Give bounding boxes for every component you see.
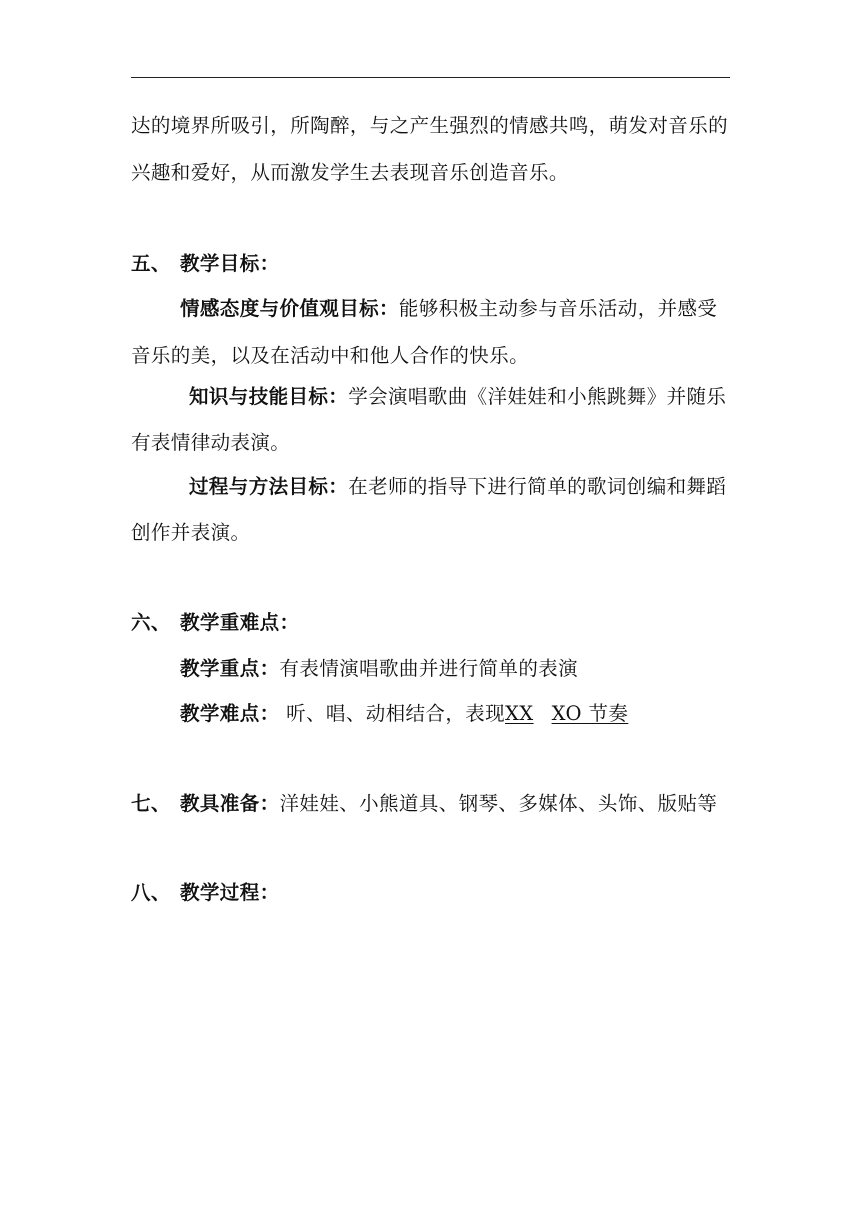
knowledge-goal-label: 知识与技能目标： <box>189 385 349 408</box>
difficult-point-label: 教学难点： <box>180 702 280 725</box>
section-7-text: 洋娃娃、小熊道具、钢琴、多媒体、头饰、版贴等 <box>279 792 718 815</box>
header-rule <box>131 77 730 78</box>
section-6-number: 六、 <box>131 611 171 634</box>
section-5-heading <box>131 251 280 277</box>
section-8-number: 八、 <box>131 881 171 904</box>
key-point-line <box>180 656 578 682</box>
section-6-heading <box>131 610 299 636</box>
process-goal-label: 过程与方法目标： <box>189 475 349 498</box>
section-8-title: 教学过程： <box>180 881 280 904</box>
section-7-title: 教具准备： <box>180 792 280 815</box>
knowledge-goal-line-1 <box>189 384 726 410</box>
emotion-goal-line-1 <box>180 296 717 322</box>
intro-line-2: 兴趣和爱好，从而激发学生去表现音乐创造音乐。 <box>131 161 569 184</box>
section-6-title: 教学重难点： <box>180 611 300 634</box>
process-goal-line-1 <box>189 474 726 500</box>
process-goal-line-2: 创作并表演。 <box>131 521 251 544</box>
process-goal-text-1: 在老师的指导下进行简单的歌词创编和舞蹈 <box>348 475 727 498</box>
section-8-heading <box>131 880 280 906</box>
section-7-number: 七、 <box>131 792 171 815</box>
key-point-text: 有表情演唱歌曲并进行简单的表演 <box>279 657 579 680</box>
emotion-goal-label: 情感态度与价值观目标： <box>180 297 399 320</box>
knowledge-goal-line-2: 有表情律动表演。 <box>131 431 291 454</box>
key-point-label: 教学重点： <box>180 657 280 680</box>
emotion-goal-line-2: 音乐的美，以及在活动中和他人合作的快乐。 <box>131 344 530 367</box>
intro-line-1: 达的境界所吸引，所陶醉，与之产生强烈的情感共鸣，萌发对音乐的 <box>131 114 729 137</box>
rhythm-xo: XO 节奏 <box>551 702 629 725</box>
difficult-point-text: 听、唱、动相结合，表现 <box>279 702 506 725</box>
difficult-point-line <box>180 701 628 727</box>
section-5-title: 教学目标： <box>180 252 280 275</box>
section-7-line <box>131 791 717 817</box>
emotion-goal-text-1: 能够积极主动参与音乐活动，并感受 <box>398 297 718 320</box>
section-5-number: 五、 <box>131 252 171 275</box>
knowledge-goal-text-1: 学会演唱歌曲《洋娃娃和小熊跳舞》并随乐 <box>348 385 727 408</box>
rhythm-xx: XX <box>505 702 534 725</box>
